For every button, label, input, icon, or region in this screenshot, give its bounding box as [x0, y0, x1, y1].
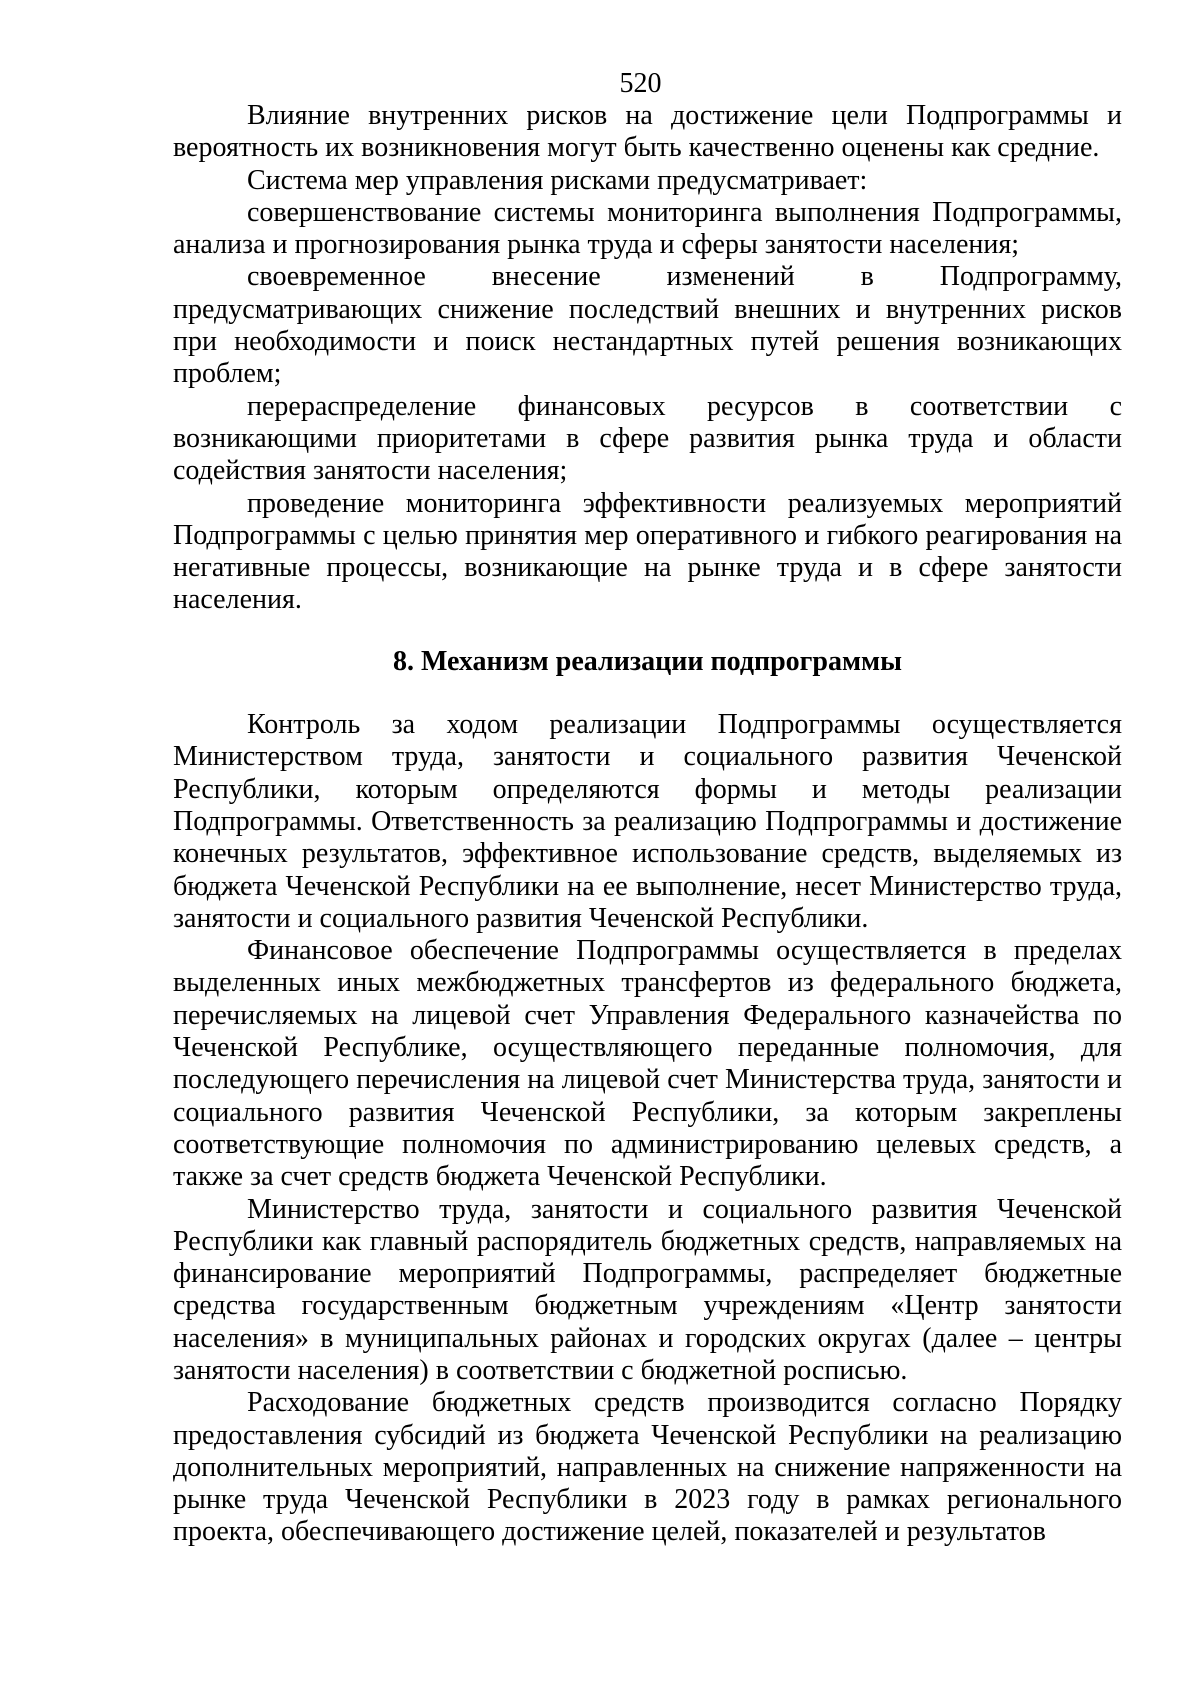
section-heading: 8. Механизм реализации подпрограммы: [393, 645, 902, 677]
paragraph: Контроль за ходом реализации Подпрограммы осуществляется Министерством труда, занятости и социального развития Чеченской Республики, которым определяются формы и методы реализации Подпрограммы. Ответственность за реализацию Подпрограммы и достижение конечных результатов, эффективное использование средств, выделяемых из бюджета Чеченской Республики на ее выполнение, несет Министерство труда, занятости и социального развития Чеченской Республики.: [173, 709, 1122, 934]
paragraph: Влияние внутренних рисков на достижение цели Подпрограммы и вероятность их возникновения могут быть качественно оценены как средние.: [173, 100, 1122, 164]
paragraph: совершенствование системы мониторинга выполнения Подпрограммы, анализа и прогнозирования рынка труда и сферы занятости населения;: [173, 196, 1122, 261]
paragraph: перераспределение финансовых ресурсов в соответствии с возникающими приоритетами в сфере развития рынка труда и области содействия занятости населения;: [173, 390, 1122, 487]
paragraph: Финансовое обеспечение Подпрограммы осуществляется в пределах выделенных иных межбюджетных трансфертов из федерального бюджета, перечисляемых на лицевой счет Управления Федерального казначейства по Чеченской Республике, осуществляющего переданные полномочия, для последующего перечисления на лицевой счет Министерства труда, занятости и социального развития Чеченской Республики, за которым закреплены соответствующие полномочия по администрированию целевых средств, а также за счет средств бюджета Чеченской Республики.: [173, 935, 1122, 1193]
page-number: 520: [619, 68, 662, 99]
paragraph: Министерство труда, занятости и социального развития Чеченской Республики как главный распорядитель бюджетных средств, направляемых на финансирование мероприятий Подпрограммы, распределяет бюджетные средства государственным бюджетным учреждениям «Центр занятости населения» в муниципальных районах и городских округах (далее – центры занятости населения) в соответствии с бюджетной росписью.: [173, 1193, 1122, 1386]
document-page: [173, 68, 1122, 1549]
paragraph: Система мер управления рисками предусматривает:: [247, 164, 868, 196]
paragraph: Расходование бюджетных средств производится согласно Порядку предоставления субсидий из бюджета Чеченской Республики на реализацию дополнительных мероприятий, направленных на снижение напряженности на рынке труда Чеченской Республики в 2023 году в рамках регионального проекта, обеспечивающего достижение целей, показателей и результатов: [173, 1387, 1122, 1548]
paragraph: своевременное внесение изменений в Подпрограмму, предусматривающих снижение последствий внешних и внутренних рисков при необходимости и поиск нестандартных путей решения возникающих проблем;: [173, 261, 1122, 390]
paragraph: проведение мониторинга эффективности реализуемых мероприятий Подпрограммы с целью принятия мер оперативного и гибкого реагирования на негативные процессы, возникающие на рынке труда и в сфере занятости населения.: [173, 487, 1122, 616]
